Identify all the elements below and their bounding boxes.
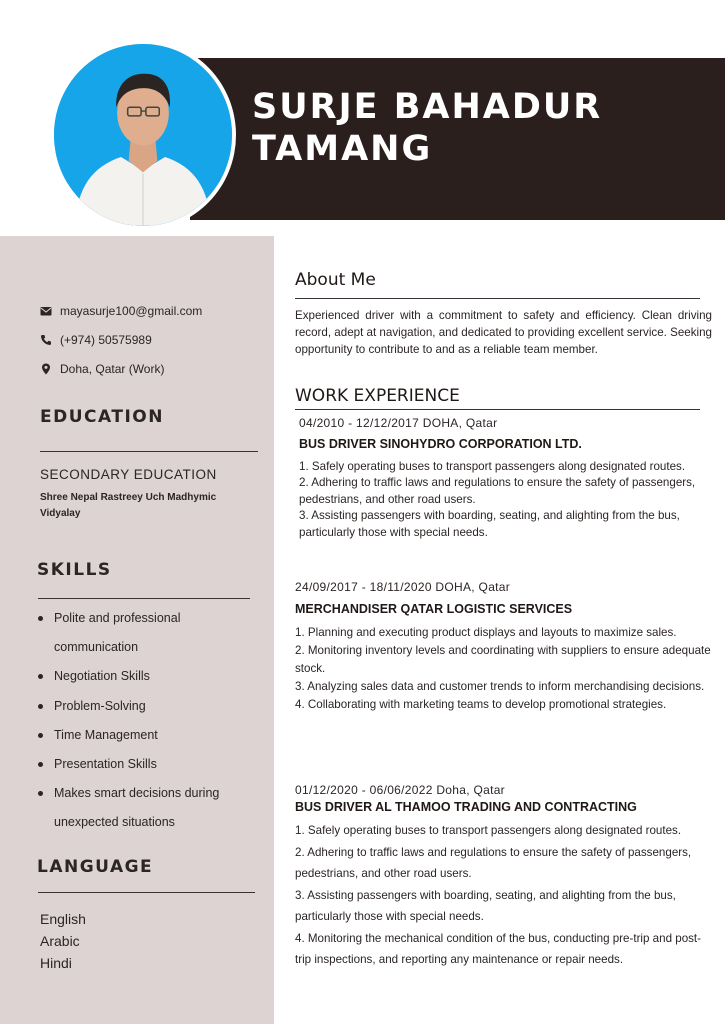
language-item: Hindi bbox=[40, 955, 72, 971]
duty-item: 3. Assisting passengers with boarding, seating, and alighting from the bus, particularly those with special needs. bbox=[295, 888, 676, 923]
job-title: MERCHANDISER QATAR LOGISTIC SERVICES bbox=[295, 602, 573, 616]
education-heading: EDUCATION bbox=[40, 407, 164, 427]
language-item: Arabic bbox=[40, 933, 80, 949]
envelope-icon bbox=[40, 305, 52, 317]
language-divider bbox=[38, 892, 255, 893]
duty-item: 2. Monitoring inventory levels and coordinating with suppliers to ensure adequate stock. bbox=[295, 644, 711, 675]
name-line-1: SURJE BAHADUR bbox=[252, 87, 603, 127]
name-line-2: TAMANG bbox=[252, 129, 433, 169]
phone-text: (+974) 50575989 bbox=[60, 333, 152, 347]
about-text: Experienced driver with a commitment to safety and efficiency. Clean driving record, adept at navigation, and dedicated to providing excellent service. Seeking opportunity to contribute to and as a reliable team member. bbox=[295, 309, 712, 356]
candidate-name bbox=[252, 86, 602, 170]
duty-item: 4. Collaborating with marketing teams to develop promotional strategies. bbox=[295, 698, 667, 711]
job-date: 24/09/2017 - 18/11/2020 DOHA, Qatar bbox=[295, 580, 511, 594]
email-text: mayasurje100@gmail.com bbox=[60, 304, 203, 318]
duty-item: 4. Monitoring the mechanical condition of the bus, conducting pre-trip and post-trip inspections, and reporting any maintenance or repair needs. bbox=[295, 931, 702, 966]
contact-phone[interactable] bbox=[40, 333, 152, 347]
education-divider bbox=[40, 451, 258, 452]
job-title: BUS DRIVER SINOHYDRO CORPORATION LTD. bbox=[299, 437, 582, 451]
job-duties bbox=[295, 624, 713, 714]
map-pin-icon bbox=[40, 363, 52, 375]
about-heading: About Me bbox=[295, 270, 376, 290]
language-heading: LANGUAGE bbox=[37, 857, 154, 877]
skills-list bbox=[38, 604, 263, 838]
job-duties bbox=[299, 459, 717, 541]
skill-item-continuation: unexpected situations bbox=[54, 815, 175, 830]
skill-item: Problem-Solving bbox=[38, 692, 263, 721]
language-list bbox=[40, 908, 86, 974]
job-date: 01/12/2020 - 06/06/2022 Doha, Qatar bbox=[295, 783, 505, 797]
job-title: BUS DRIVER AL THAMOO TRADING AND CONTRACTING bbox=[295, 800, 637, 814]
profile-photo bbox=[50, 40, 236, 230]
skill-item: Negotiation Skills bbox=[38, 662, 263, 691]
skills-divider bbox=[38, 598, 250, 599]
contact-email[interactable] bbox=[40, 304, 202, 318]
work-heading: WORK EXPERIENCE bbox=[295, 386, 460, 406]
education-school: Shree Nepal Rastreey Uch Madhymic Vidyalay bbox=[40, 492, 217, 519]
skills-heading: SKILLS bbox=[37, 560, 112, 580]
about-divider bbox=[295, 298, 700, 299]
duty-item: 3. Assisting passengers with boarding, seating, and alighting from the bus, particularly those with special needs. bbox=[299, 509, 680, 539]
duty-item: 1. Planning and executing product displays and layouts to maximize sales. bbox=[295, 626, 677, 639]
skill-item: Presentation Skills bbox=[38, 750, 263, 779]
person-photo-icon bbox=[54, 44, 232, 226]
contact-location bbox=[40, 362, 164, 376]
phone-icon bbox=[40, 334, 52, 346]
language-item: English bbox=[40, 911, 86, 927]
duty-item: 2. Adhering to traffic laws and regulations to ensure the safety of passengers, pedestrians, and other road users. bbox=[299, 476, 696, 506]
duty-item: 2. Adhering to traffic laws and regulations to ensure the safety of passengers, pedestrians, and other road users. bbox=[295, 845, 692, 880]
job-duties bbox=[295, 820, 715, 971]
duty-item: 1. Safely operating buses to transport passengers along designated routes. bbox=[299, 460, 686, 473]
duty-item: 1. Safely operating buses to transport passengers along designated routes. bbox=[295, 824, 682, 837]
skill-item: Time Management bbox=[38, 721, 263, 750]
duty-item: 3. Analyzing sales data and customer trends to inform merchandising decisions. bbox=[295, 680, 705, 693]
job-date: 04/2010 - 12/12/2017 DOHA, Qatar bbox=[299, 416, 498, 430]
work-divider bbox=[295, 409, 700, 410]
skill-item-continuation: communication bbox=[54, 640, 139, 655]
education-level: SECONDARY EDUCATION bbox=[40, 467, 217, 482]
skill-item: Makes smart decisions during bbox=[38, 779, 263, 808]
location-text: Doha, Qatar (Work) bbox=[60, 362, 165, 376]
skill-item: Polite and professional bbox=[38, 604, 263, 633]
